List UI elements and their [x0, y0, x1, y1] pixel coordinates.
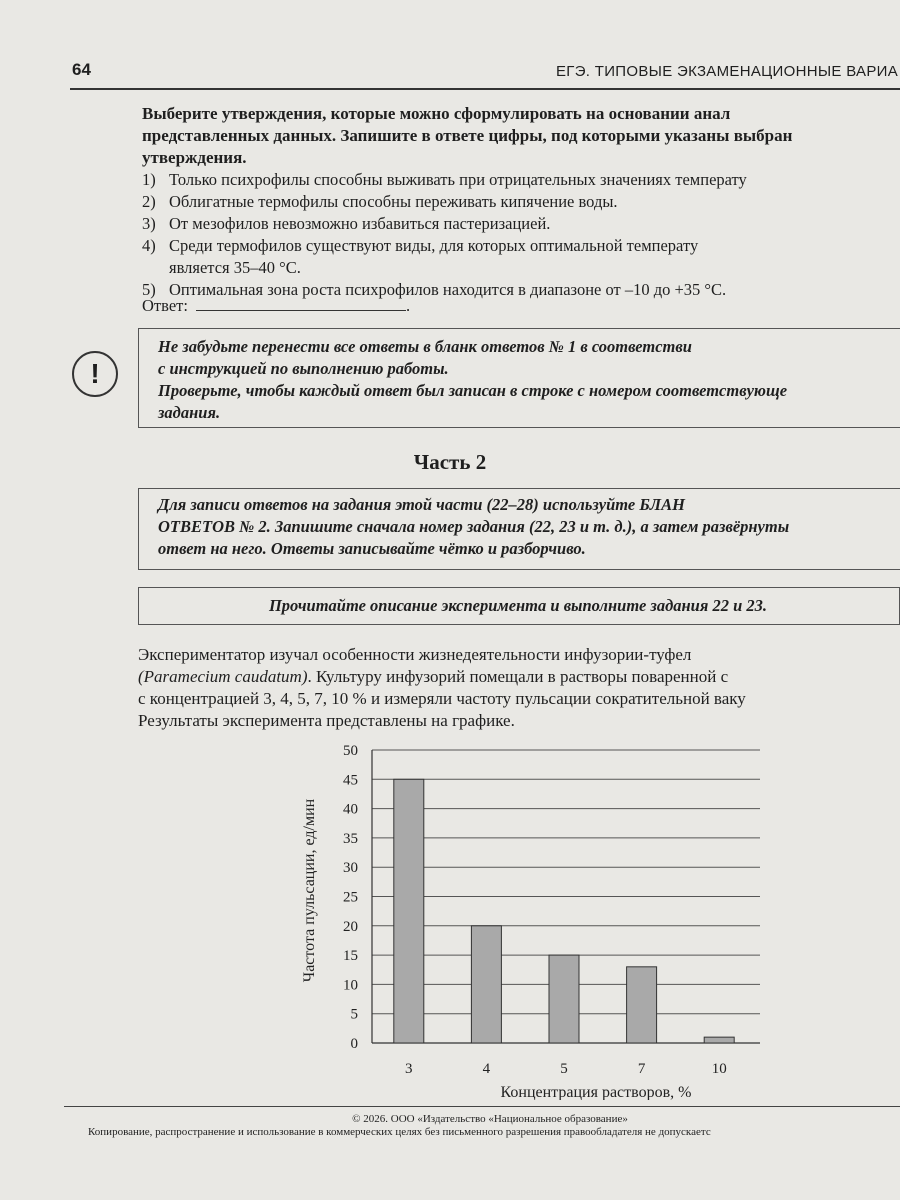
answer-field[interactable]: [196, 296, 406, 311]
bar-chart: [296, 740, 776, 1100]
species-name: (Paramecium caudatum): [138, 667, 308, 686]
option-number: 4): [142, 236, 156, 255]
option-number: 1): [142, 170, 156, 189]
y-tick-label: 45: [343, 772, 358, 789]
bar: [627, 967, 657, 1043]
part2-instruction: [158, 494, 789, 560]
bar: [471, 926, 501, 1043]
y-axis-label: Частота пульсации, ед/мин: [301, 798, 318, 983]
y-tick-label: 40: [343, 801, 358, 818]
reminder-line: с инструкцией по выполнению работы.: [158, 359, 449, 378]
x-tick-label: 4: [482, 1061, 491, 1077]
answer-end: .: [405, 296, 411, 315]
instruction-line: Для записи ответов на задания этой части (22–28) используйте БЛАН: [158, 495, 685, 514]
task-intro-line: Выберите утверждения, которые можно сформулировать на основании анал: [142, 104, 731, 123]
option-text: Оптимальная зона роста психрофилов находится в диапазоне от –10 до +35 °С.: [169, 280, 727, 299]
answer-label: Ответ:: [142, 296, 188, 315]
header-rule: [70, 88, 900, 90]
answer-row: [142, 296, 410, 316]
part-title: Часть 2: [413, 450, 487, 474]
experiment-line: Экспериментатор изучал особенности жизнедеятельности инфузории-туфел: [138, 645, 692, 664]
y-tick-label: 25: [343, 889, 358, 906]
x-axis-label: Концентрация растворов, %: [500, 1084, 692, 1100]
copyright-notice: Копирование, распространение и использование в коммерческих целях без письменного разрешения правообладателя не допускаетс: [88, 1126, 711, 1138]
copyright: © 2026. ООО «Издательство «Национальное образование»: [352, 1113, 628, 1125]
option-text: Только психрофилы способны выживать при отрицательных значениях температу: [169, 170, 747, 189]
y-tick-label: 35: [343, 830, 358, 847]
instruction-line: ОТВЕТОВ № 2. Запишите сначала номер задания (22, 23 и т. д.), а затем развёрнуты: [158, 517, 790, 536]
bar: [549, 955, 579, 1043]
running-title: ЕГЭ. ТИПОВЫЕ ЭКЗАМЕНАЦИОННЫЕ ВАРИА: [556, 63, 899, 80]
y-tick-label: 5: [350, 1006, 358, 1023]
experiment-line: (Paramecium caudatum). Культуру инфузорий помещали в растворы поваренной с: [138, 667, 729, 686]
option-text: Облигатные термофилы способны переживать кипячение воды.: [169, 192, 618, 211]
experiment-line: Результаты эксперимента представлены на графике.: [138, 711, 515, 730]
y-tick-label: 10: [343, 977, 358, 994]
option-number: 3): [142, 214, 156, 233]
option-number: 2): [142, 192, 156, 211]
x-tick-label: 5: [560, 1061, 568, 1077]
option-1: [142, 170, 900, 192]
x-tick-label: 7: [637, 1061, 646, 1077]
x-tick-label: 10: [711, 1061, 727, 1077]
experiment-description: [138, 644, 900, 732]
y-tick-label: 20: [343, 918, 358, 935]
reminder-line: Проверьте, чтобы каждый ответ был записан в строке с номером соответствующе: [158, 381, 788, 400]
task-intro-line: утверждения.: [142, 148, 247, 167]
instruction-line: ответ на него. Ответы записывайте чётко и разборчиво.: [158, 539, 586, 558]
option-text: Среди термофилов существуют виды, для которых оптимальной температу: [169, 236, 699, 255]
reminder-text: [158, 336, 787, 424]
x-tick-label: 3: [405, 1061, 413, 1077]
option-2: [142, 192, 900, 214]
y-tick-label: 0: [350, 1036, 358, 1052]
option-4-cont: [142, 258, 900, 280]
bar: [394, 779, 424, 1043]
option-text: От мезофилов невозможно избавиться пастеризацией.: [169, 214, 551, 233]
y-tick-label: 30: [343, 860, 358, 877]
task-intro-line: представленных данных. Запишите в ответе цифры, под которыми указаны выбран: [142, 126, 793, 145]
y-tick-label: 50: [343, 743, 358, 759]
reminder-line: задания.: [158, 403, 221, 422]
reminder-line: Не забудьте перенести все ответы в бланк ответов № 1 в соответстви: [158, 337, 692, 356]
option-4: [142, 236, 900, 258]
footer-rule: [64, 1106, 900, 1107]
page-number: 64: [72, 60, 91, 79]
option-3: [142, 214, 900, 236]
read-prompt: Прочитайте описание эксперимента и выполните задания 22 и 23.: [268, 596, 768, 615]
exclamation-icon: !: [72, 351, 118, 397]
bar: [704, 1037, 734, 1043]
option-number: 5): [142, 280, 156, 299]
experiment-line: с концентрацией 3, 4, 5, 7, 10 % и измеряли частоту пульсации сократительной ваку: [138, 689, 746, 708]
task-intro: [142, 103, 900, 169]
y-tick-label: 15: [343, 948, 358, 965]
option-text: является 35–40 °С.: [169, 258, 301, 277]
options-list: [142, 170, 900, 302]
